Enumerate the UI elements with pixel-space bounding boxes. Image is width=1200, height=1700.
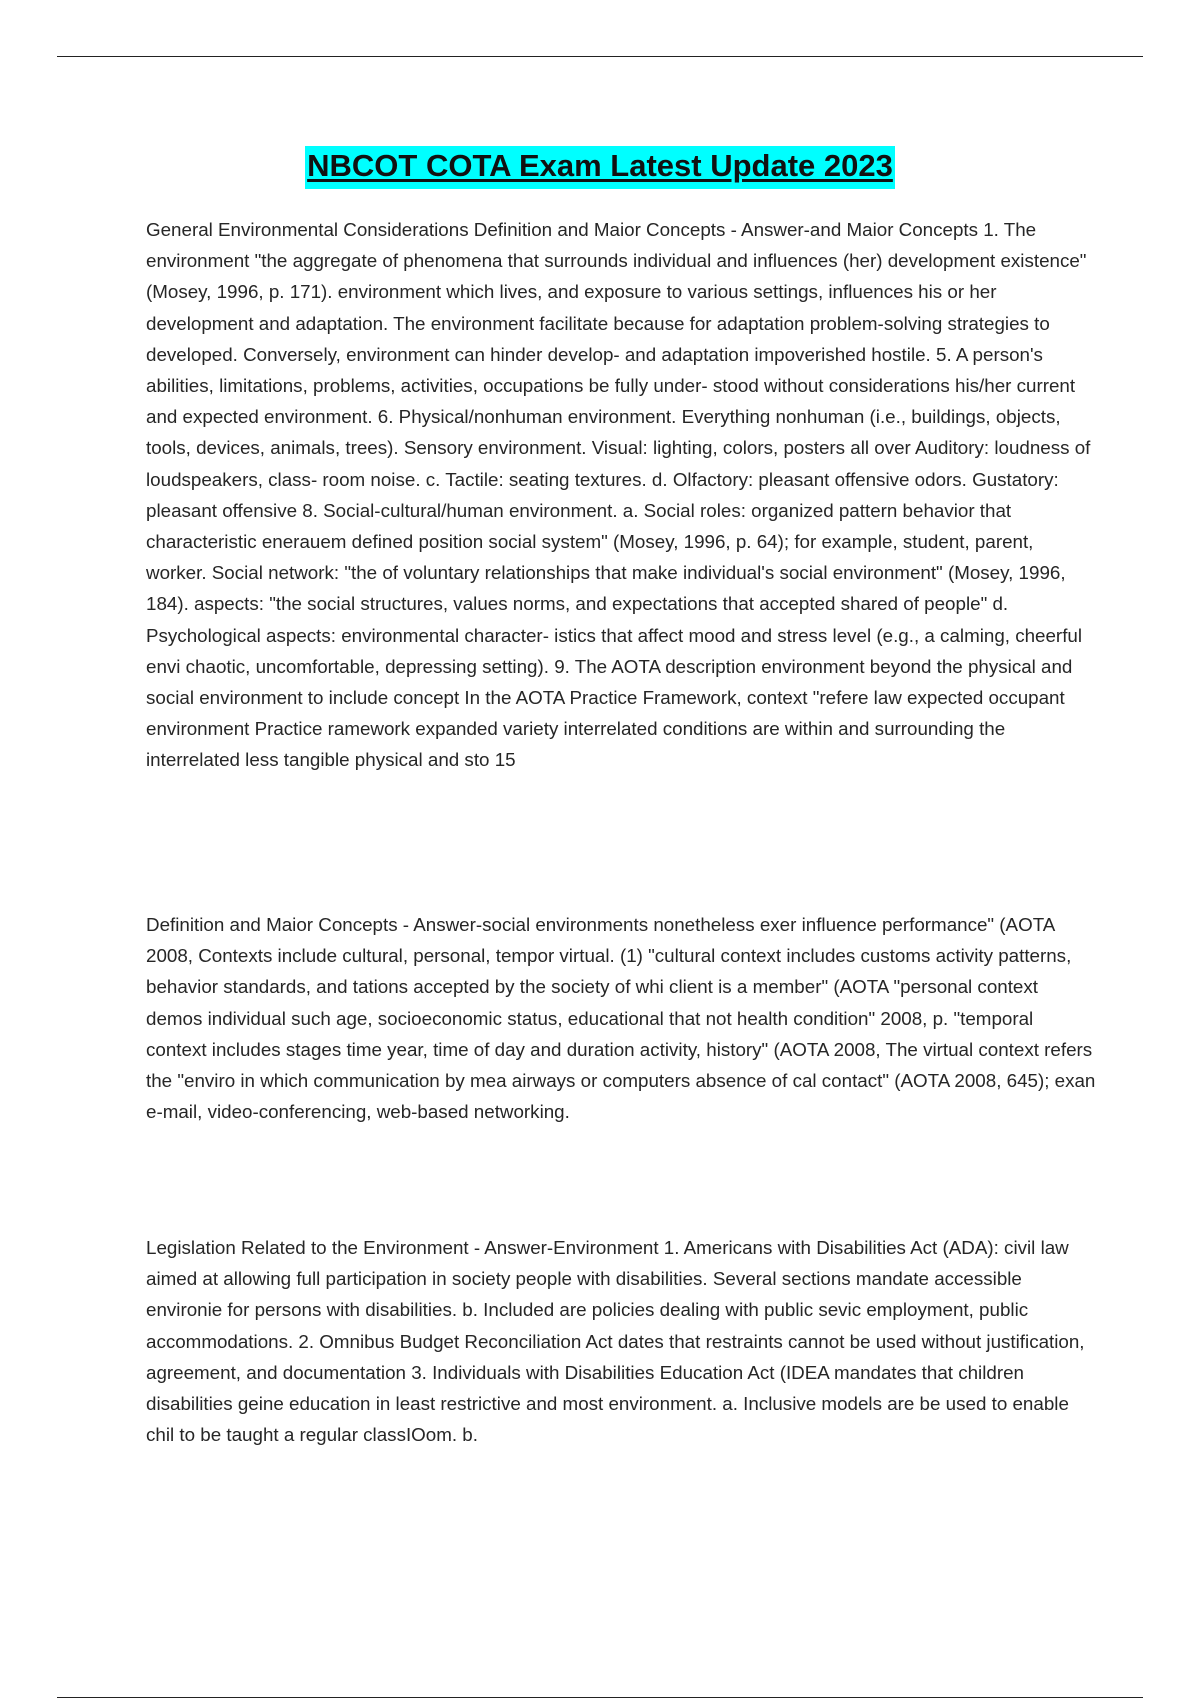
title-container <box>0 146 1200 189</box>
section-environmental-considerations: General Environmental Considerations Definition and Maior Concepts - Answer-and Maior Concepts 1. The environment "the aggregate of phenomena that surrounds individual and influences (her) development existence" (Mosey, 1996, p. 171). environment which lives, and exposure to various settings, influences his or her development and adaptation. The environment facilitate because for adaptation problem-solving strategies to developed. Conversely, environment can hinder develop- and adaptation impoverished hostile. 5. A person's abilities, limitations, problems, activities, occupations be fully under- stood without considerations his/her current and expected environment. 6. Physical/nonhuman environment. Everything nonhuman (i.e., buildings, objects, tools, devices, animals, trees). Sensory environment. Visual: lighting, colors, posters all over Auditory: loudness of loudspeakers, class- room noise. c. Tactile: seating textures. d. Olfactory: pleasant offensive odors. Gustatory: pleasant offensive 8. Social-cultural/human environment. a. Social roles: organized pattern behavior that characteristic enerauem defined position social system" (Mosey, 1996, p. 64); for example, student, parent, worker. Social network: "the of voluntary relationships that make individual's social environment" (Mosey, 1996, 184). aspects: "the social structures, values norms, and expectations that accepted shared of people" d. Psychological aspects: environmental character- istics that affect mood and stress level (e.g., a calming, cheerful envi chaotic, uncomfortable, depressing setting). 9. The AOTA description environment beyond the physical and social environment to include concept In the AOTA Practice Framework, context "refere law expected occupant environment Practice ramework expanded variety interrelated conditions are within and surrounding the interrelated less tangible physical and sto 15 <box>146 219 1091 771</box>
document-title: NBCOT COTA Exam Latest Update 2023 <box>305 146 895 189</box>
header-rule <box>57 56 1143 57</box>
section-legislation: Legislation Related to the Environment - Answer-Environment 1. Americans with Disabilities Act (ADA): civil law aimed at allowing full participation in society people with disabilities. Several sections mandate accessible environie for persons with disabilities. b. Included are policies dealing with public sevic employment, public accommodations. 2. Omnibus Budget Reconciliation Act dates that restraints cannot be used without justification, agreement, and documentation 3. Individuals with Disabilities Education Act (IDEA mandates that children disabilities geine education in least restrictive and most environment. a. Inclusive models are be used to enable chil to be taught a regular classIOom. b. <box>146 1237 1085 1446</box>
footer-rule <box>57 1697 1143 1698</box>
section-definition-concepts: Definition and Maior Concepts - Answer-social environments nonetheless exer influence performance" (AOTA 2008, Contexts include cultural, personal, tempor virtual. (1) "cultural context includes customs activity patterns, behavior standards, and tations accepted by the society of whi client is a member" (AOTA "personal context demos individual such age, socioeconomic status, educational that not health condition" 2008, p. "temporal context includes stages time year, time of day and duration activity, history" (AOTA 2008, The virtual context refers the "enviro in which communication by mea airways or computers absence of cal contact" (AOTA 2008, 645); exan e-mail, video-conferencing, web-based networking. <box>146 914 1096 1123</box>
